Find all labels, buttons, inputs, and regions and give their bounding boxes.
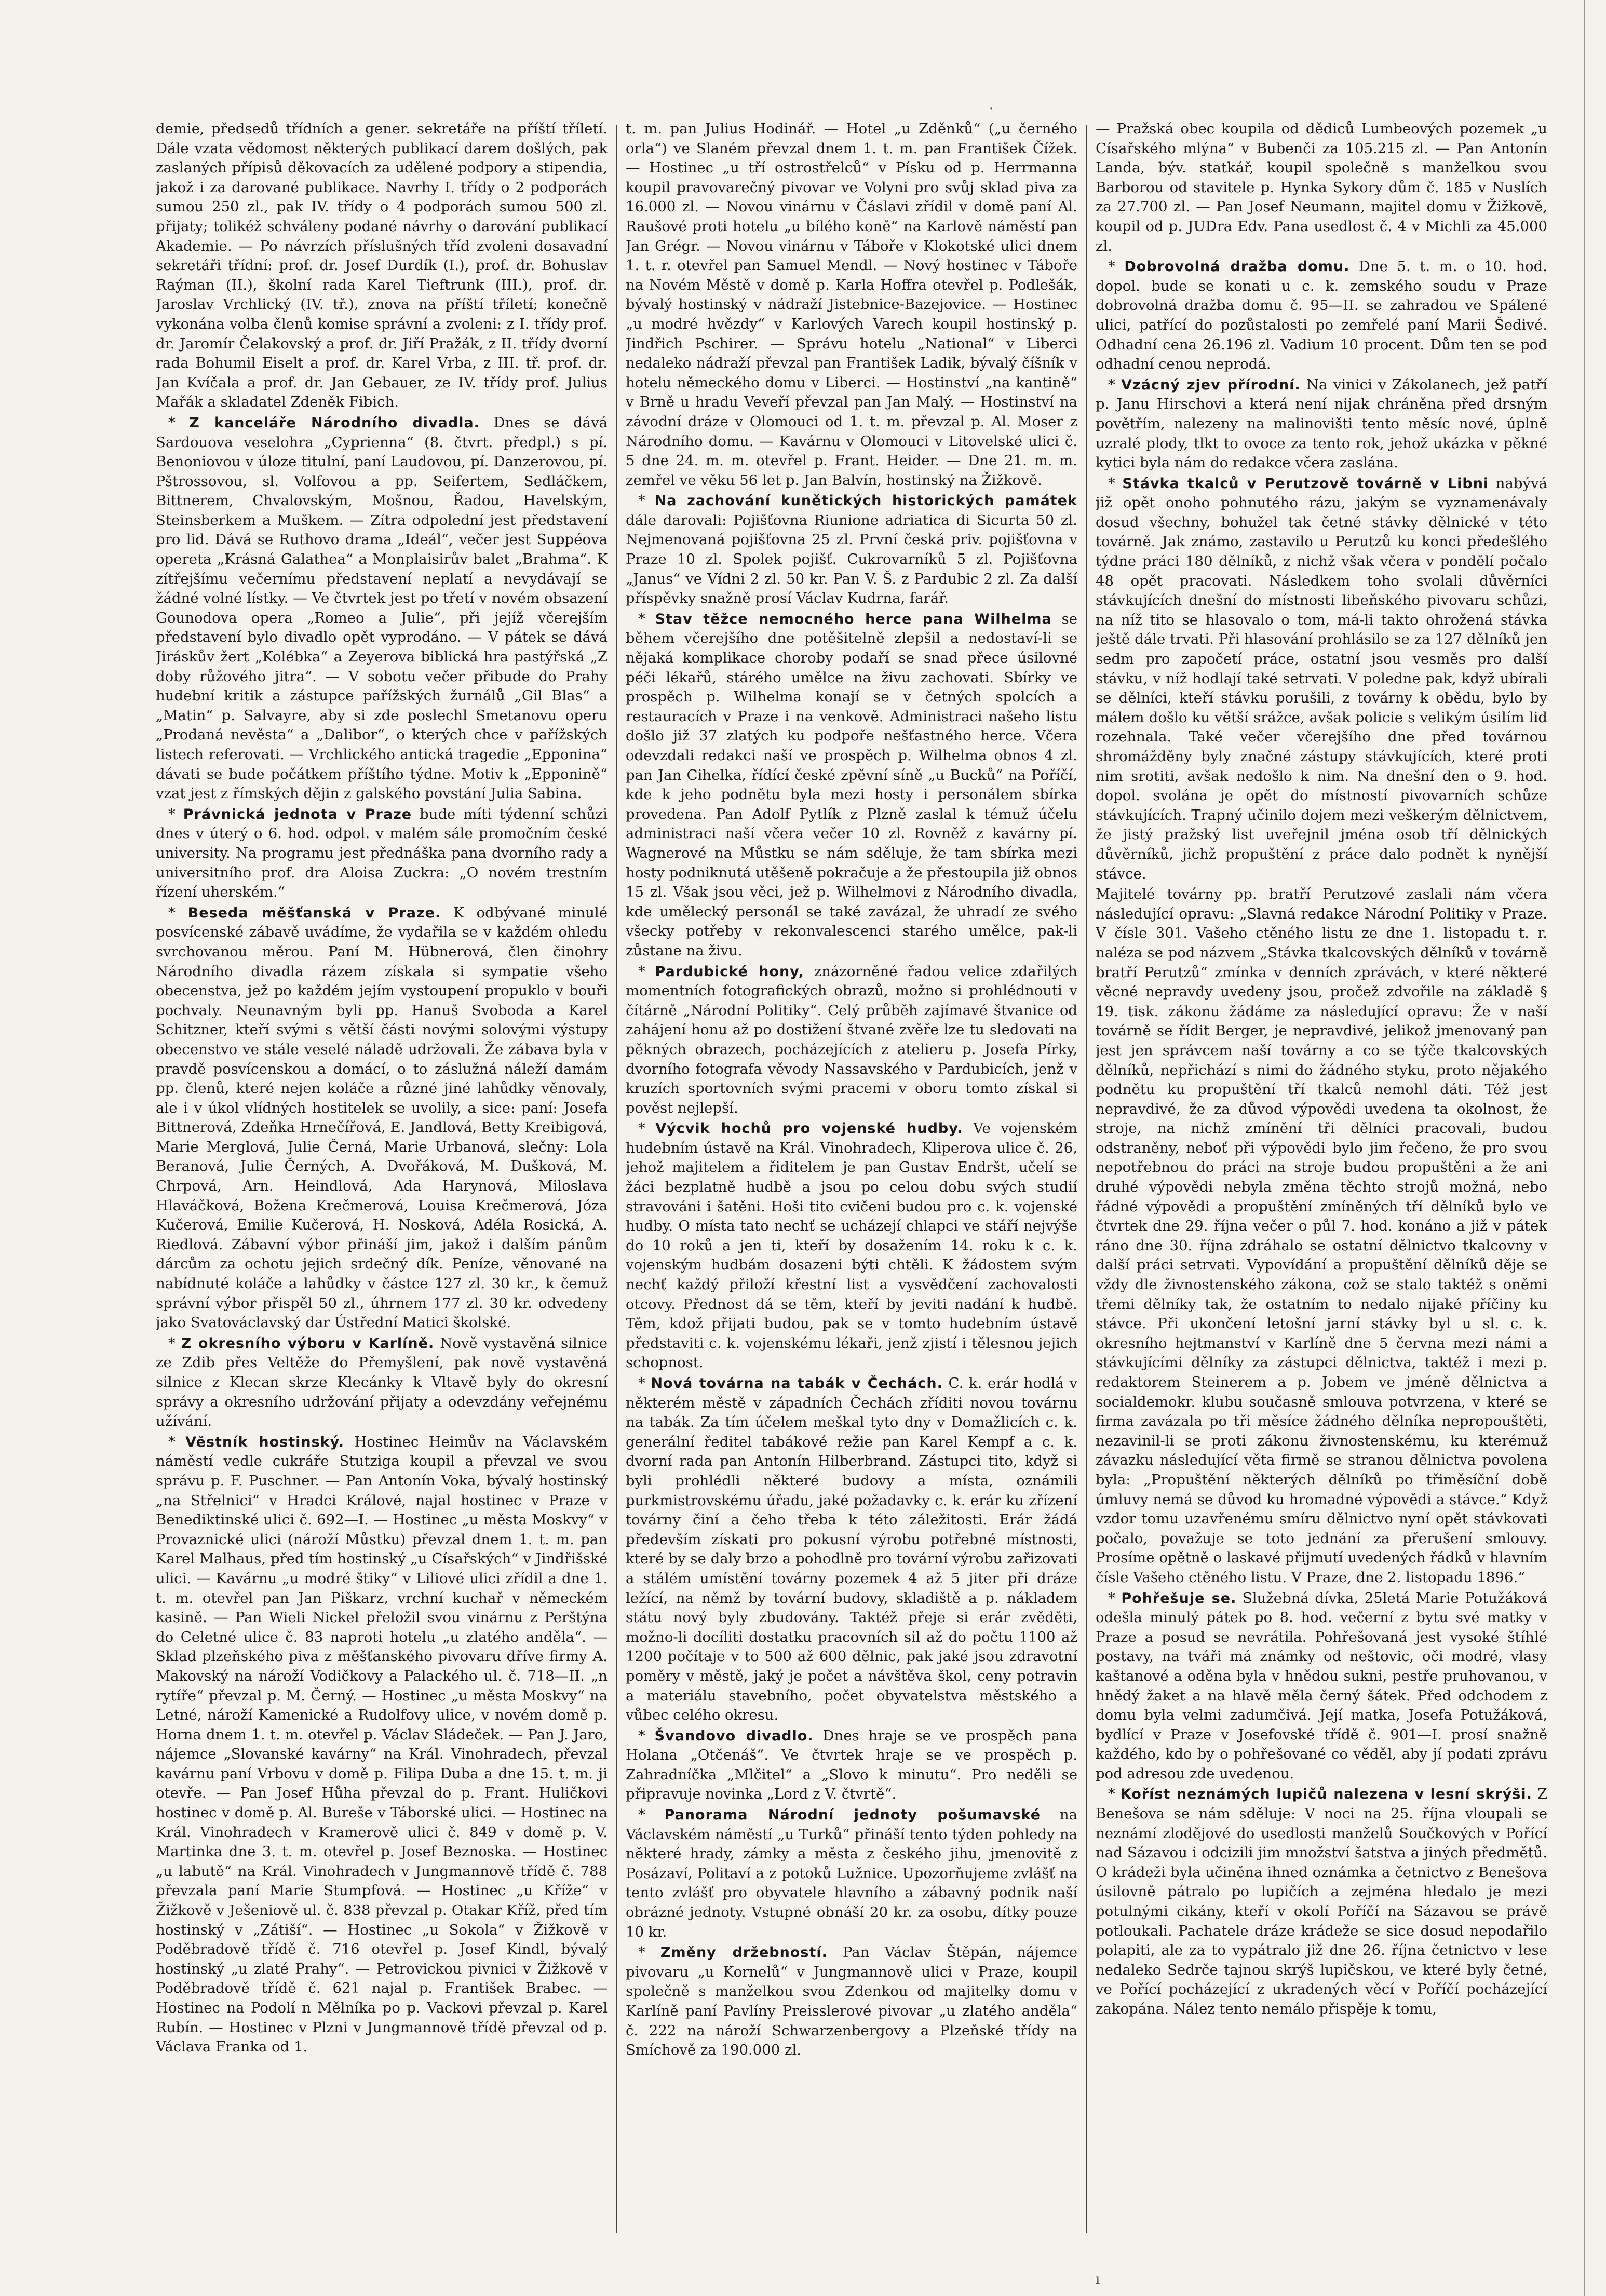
- article: * Vzácný zjev přírodní. Na vinici v Zákolanech, jež patří p. Janu Hirschovi a která není nijak chráněna před drsným povětřím, nalezeny na malinovišti tento měsíc nové, úplně uzralé plody, tlkt to ovoce za tento rok, jehož ukázka v pěkné kytici byla nám do redakce včera zaslána.: [1096, 376, 1547, 471]
- article-text: Dnes se dává Sardouova veselohra „Cyprienna“ (8. čtvrt. předpl.) s pí. Benoniovou v úloze titulní, paní Laudovou, pí. Danzerovou, pí. Pštrossovou, sl. Volfovou a pp. Seifertem, Sedláčkem, Bittnerem, Chvalovským, Mošnou, Řadou, Havelským, Steinsberkem a Muškem. — Zítra odpolední jest představení pro lid. Dává se Ruthovo drama „Ideál“, večer jest Suppéova opereta „Krásná Galathea“ a Monplaisirův balet „Brahma“. K zítřejšímu večernímu představení neplatí a nevydávají se žádné volné lístky. — Ve čtvrtek jest po třetí v novém obsazení Gounodova opera „Romeo a Julie“, při jejíž včerejším představení bylo divadlo opět vyprodáno. — V pátek se dává Jiráskův žert „Kolébka“ a Zeyerova biblická hra pastýřská „Z doby růžového jitra“. — V sobotu večer přibude do Prahy hudební kritik a zástupce pařížských žurnálů „Gil Blas“ a „Matin“ p. Salvayre, aby si zde poslechl Smetanovu operu „Prodaná nevěsta“ a „Dalibor“, o kterých chce v pařížských listech referovati. — Vrchlického antická tragedie „Epponina“ dávati se bude počátkem příštího týdne. Motiv k „Epponině“ vzat jest z římských dějin z galského povstání Julia Sabina.: [156, 414, 608, 802]
- article-text: Dne 5. t. m. o 10. hod. dopol. bude se konati u c. k. zemského soudu v Praze dobrovolná dražba domu č. 95—II. se zahradou ve Spálené ulici, patřící do pozůstalosti po zemřelé paní Marii Šedivé. Odhadní cena 26.196 zl. Vadium 10 procent. Dům ten se pod odhadní cenou neprodá.: [1096, 258, 1547, 373]
- article: * Na zachování kunětických historických památek dále darovali: Pojišťovna Riunione adriatica di Sicurta 50 zl. Nejmenovaná pojišťovna 25 zl. První česká priv. pojišťovna v Praze 10 zl. Spolek pojišť. Cukrovarníků 5 zl. Pojišťovna „Janus“ ve Vídni 2 zl. 50 kr. Pan V. Š. z Pardubic 2 zl. Za další příspěvky snažně prosí Václav Kudrna, farář.: [626, 492, 1077, 607]
- article-text: Majitelé továrny pp. bratří Perutzové zaslali nám včera následující opravu: „Slavná redakce Národní Politiky v Praze. V čísle 301. Vašeho ctěného listu ze dne 1. listopadu t. r. naléza se pod názvem „Stávka tkalcovských dělníků v továrně bratří Perutzů“ zmínka v denních zprávách, v které některé věcné nepravdy uvedeny jsou, pročež zdvořile na základě § 19. tisk. zákonu žádáme za následující opravu: Že v naší továrně se řídit Berger, je nepravdivé, jelikož jmenovaný pan jest jen správcem naší továrny a co se týče tkalcovských dělníků, nepřichází s nimi do žádného styku, proto nějakého podnětu ku propuštění tří tkalců nemohl dáti. Též jest nepravdivé, že za důvod výpovědi uvedena ta okolnost, že stroje, na nichž zmínění tři dělníci pracovali, budou odstraněny, neboť při výpovědi bylo jim řečeno, že pro svou nepotřebnou do práci na stroje budou propuštěni a že ani druhé výpovědi nebyla změna těchto strojů možná, nebo řádné výpovědi a propuštění zmíněných tří dělníků bylo ve čtvrtek dne 29. října večer o půl 7. hod. konáno a již v pátek ráno dne 30. října zdráhalo se ostatní dělnictvo tkalcovny v další práci setrvati. Vypovídání a propuštění dělníků děje se vždy dle živnostenského zákona, což se stalo taktéž s oněmi třemi dělníky tak, že ostatním to nedalo nijaké příčiny ku stávce. Při ukončení letošní jarní stávky byl u sl. c. k. okresního hejtmanství v Karlíně dne 5 června mezi námi a stávkujícími dělníky za zástupci dělnictva, taktéž i mezi p. redaktorem Steinerem a p. Jobem ve jméně dělnictva a socialdemokr. klubu současně smlouva potvrzena, v které se firma zavázala po tři měsíce žádného dělníka nepropouštěti, nezavinil-li se proti zákonu živnostenskému, ku kterémuž závazku následující věta firmě se stranou dělnictva povolena byla: „Propuštění některých dělníků po třiměsíční době úmluvy nemá se důvod ku hromadné výpovědi a stávce.“ Když vzdor tomu uzavřenému smíru dělnictvo nyní opět stávkovati počalo, považuje se toto jednání za přerušení smlouvy. Prosíme opětně o laskavé přijmutí uvedených řádků v hlavním čísle Vašeho ctěného listu. V Praze, dne 2. listopadu 1896.“: [1096, 886, 1547, 1586]
- article-text: demie, předsedů třídních a gener. sekretáře na příští tříletí. Dále vzata vědomost některých publikací darem došlých, pak zaslaných přípisů děkovacích za udělené podpory a stipendia, jakož i za darované publikace. Navrhy I. třídy o 2 podporách sumou 250 zl., pak IV. třídy o 4 podporách sumou 500 zl. přijaty; tolikéž schváleny podané návrhy o darování publikací Akademie. — Po návrzích příslušných tříd zvoleni dosavadní sekretáři třídní: prof. dr. Josef Durdík (I.), prof. dr. Bohuslav Raýman (II.), školní rada Karel Tieftrunk (III.), prof. dr. Jaroslav Vrchlický (IV. tř.), znova na příští tříletí; konečně vykonána volba členů komise správní a zvoleni: z I. třídy prof. dr. Jaromír Čelakovský a prof. dr. Jiří Pražák, z II. třídy dvorní rada Bohumil Eiselt a prof. dr. Karel Vrba, z III. tř. prof. dr. Jan Kvíčala a prof. dr. Jan Gebauer, ze IV. třídy prof. Julius Mařák a skladatel Zdeněk Fibich.: [156, 120, 608, 411]
- newspaper-page: [156, 119, 1558, 2238]
- article-text: nabývá již opět onoho pohnutého rázu, jakým se vyznamenávaly dosud všechny, bohužel tak četné stávky dělnické v této továrně. Jak známo, zastavilo u Perutzů ku konci předešlého týdne práci 180 dělníků, z nichž však včera v pondělí počalo 48 opět pracovati. Následkem toho svolali důvěrníci stávkujících dnešní do místnosti libeňského pivovaru schůzi, na níž tito se hlasovalo o tom, má-li takto ohrožená stávka ještě dále trvati. Při hlasování prohlásilo se za 127 dělníků jen sedm pro započetí práce, ostatní jsou vesměs pro další stávku, v níž hodlají také setrvati. V poledne pak, když ubírali se dělníci, kteří stávku porušili, z továrny k obědu, bylo by málem došlo ku větší srážce, avšak policie s velikým úsilím lid rozehnala. Také večer včerejšího dne před továrnou shromážděny byly značné zástupy stávkujících, které proti nim srotiti, avšak nedošlo k nim. Na dnešní den o 9. hod. dopol. svolána je opět do místností pivovarních schůze stávkujících. Trapný učinilo dojem mezi veškerým dělnictvem, že jistý pražský list uveřejnil jména osob tří dělnických důvěrníků, jichž propuštění z práce dalo podnět k nynější stávce.: [1096, 475, 1547, 882]
- article-text: Pan Václav Štěpán, nájemce pivovaru „u Kornelů“ v Jungmannově ulici v Praze, koupil společně s manželkou svou Zdenkou od majitelky domu v Karlíně paní Pavlíny Preisslerové pivovar „u zlatého anděla“ č. 222 na nároží Schwarzenbergovy a Plzeňské třídy na Smíchově za 190.000 zl.: [626, 1944, 1077, 2059]
- article: * Stav těžce nemocného herce pana Wilhelma se během včerejšího dne potěšitelně zlepšil a nedostaví-li se nějaká komplikace choroby podaří se snad přece úsilovné péči lékařů, stárého umělce na živu zachovati. Sbírky ve prospěch p. Wilhelma konají se v četných spolcích a restauracích v Praze i na venkově. Administraci našeho listu došlo již 37 zlatých ku podpoře nešťastného herce. Včera odevzdali redakci naší ve prospěch p. Wilhelma obnos 4 zl. pan Jan Cihelka, řídící české zpěvní síně „u Bucků“ na Poříčí, kde k jeho podnětu byla mezi hosty i personálem sbírka provedena. Pan Adolf Pytlík z Plzně zaslal k témuž účelu administraci naší včera večer 10 zl. Rovněž z kavárny pí. Wagnerové na Můstku se nám sděluje, že tam sbírka mezi hosty podniknutá utěšeně pokračuje a že přestoupila již obnos 15 zl. Však jsou věci, jež p. Wilhelmovi z Národního divadla, kde umělecký personál se také zavázal, že uhradí ze svého všecky potřeby v rekonvalescenci starého umělce, pak-li zůstane na živu.: [626, 610, 1077, 959]
- article-headline: Švandovo divadlo.: [654, 1727, 814, 1744]
- article-text: K odbývané minulé posvícenské zábavě uvádíme, že vydařila se v každém ohledu svrchovanou měrou. Paní M. Hübnerová, člen činohry Národního divadla rázem získala si sympatie všeho obecenstva, jež po každém jejím vystoupení propuklo v bouři pochvaly. Neunavným byli pp. Hanuš Svoboda a Karel Schitzner, kteří svými s větší části novými solovými výstupy obecenstvo ve stále veselé náladě udržovali. Že zábava byla v pravdě posvícenskou a domácí, o to záslužná náleží damám pp. členů, které nejen koláče a různé jiné lahůdky věnovaly, ale i v úkol vlídných hostitelek se uvolily, a sice: paní: Josefa Bittnerová, Zdeňka Hrnečířová, E. Jandlová, Betty Kreibigová, Marie Merglová, Julie Černá, Marie Urbanová, slečny: Lola Beranová, Julie Černých, A. Dvořáková, M. Dušková, M. Chrpová, Arn. Heindlová, Ada Harynová, Miloslava Hlaváčková, Božena Krečmerová, Louisa Krečmerová, Józa Kučerová, Emilie Kučerová, H. Nosková, Adéla Rosická, A. Riedlová. Zábavní výbor přináší jim, jakož i dalším pánům dárcům za ochotu jejich srdečný dík. Peníze, věnované na nabídnuté koláče a lahůdky v částce 127 zl. 30 kr., k čemuž správní výbor přispěl 50 zl., úhrnem 177 zl. 30 kr. odvedeny jako Svatováclavský dar Ústřední Matici školské.: [156, 904, 608, 1331]
- article: * Nová továrna na tabák v Čechách. C. k. erár hodlá v některém městě v západních Čechách zříditi novou továrnu na tabák. Za tím účelem meškal tyto dny v Domažlicích c. k. generální ředitel tabákové režie pan Karel Kempf a c. k. dvorní rada pan Antonín Hilberbrand. Zástupci tito, když si byli prohlédli některé budovy a místa, oznámili purkmistrovskému úřadu, jaké požadavky c. k. erár ku zřízení továrny činí a čeho třeba k této záležitosti. Erár žádá především získati pro pokusní výrobu potřebné místnosti, které by se daly brzo a pohodlně pro tovární výrobu zařizovati a stálém umístění továrny pozemek 4 až 5 jiter při dráze ležící, na němž by tovární budovy, skladiště a p. nákladem státu nový byly zbudovány. Taktéž přeje si erár zvěděti, možno-li docíliti dostatku pracovních sil až do počtu 1100 až 1200 počítaje v to 500 až 600 dělnic, pak jaké jsou zdravotní poměry v městě, jaký je počet a návštěva škol, ceny potravin a materiálu stavebního, počet obyvatelstva městského a vůbec celého okresu.: [626, 1375, 1077, 1724]
- article: * Panorama Národní jednoty pošumavské na Václavském náměstí „u Turků“ přináší tento týden pohledy na některé hrady, zámky a města z českého jihu, jmenovitě z Posázaví, Politaví a z potoků Lužnice. Upozorňujeme zvlášť na tento zvlášť pro obyvatele hlavního a zábavný podnik naší obrázné jednoty. Vstupné obnáší 20 kr. za osobu, dítky pouze 10 kr.: [626, 1806, 1077, 1940]
- article-text: Hostinec Heimův na Václavském náměstí vedle cukráře Stutziga koupil a převzal ve svou správu p. F. Puschner. — Pan Antonín Voka, bývalý hostinský „na Střelnici“ v Hradci Králové, najal hostinec v Praze v Benediktinské ulici č. 692—I. — Hostinec „u města Moskvy“ v Provaznické ulici (nároží Můstku) převzal dnem 1. t. m. pan Karel Malhaus, před tím hostinský „u Císařských“ v Jindřišské ulici. — Kavárnu „u modré štiky“ v Liliové ulici zřídil a dne 1. t. m. otevřel pan Jan Piškarz, vrchní kuchař v německém kasině. — Pan Wieli Nickel přeložil svou vinárnu z Perštýna do Celetné ulice č. 83 naproti hotelu „u zlatého anděla“. — Sklad plzeňského piva z měšťanského pivovaru dříve firmy A. Makovský na nároží Vodičkovy a Palackého ul. č. 718—II. „n rytíře“ převzal p. M. Černý. — Hostinec „u města Moskvy“ na Letné, nároží Kamenické a Rudolfovy ulice, v novém domě p. Horna dnem 1. t. m. otevřel p. Václav Sládeček. — Pan J. Jaro, nájemce „Slovanské kavárny“ na Král. Vinohradech, převzal kavárnu paní Vrbovu v domě p. Filipa Duba a dne 15. t. m. ji otevře. — Pan Josef Hůha převzal do p. Frant. Huličkovi hostinec v domě p. Al. Bureše v Táborské ulici. — Hostinec na Král. Vinohradech v Kramerově ulici č. 849 v domě p. V. Martinka dne 3. t. m. otevřel p. Josef Beznoska. — Hostinec „u labutě“ na Král. Vinohradech v Jungmannově třídě č. 788 převzala paní Marie Stumpfová. — Hostinec „u Kříže“ v Žižkově v Ješeniově ul. č. 838 převzal p. Otakar Kříž, před tím hostinský v „Zátiší“. — Hostinec „u Sokola“ v Žižkově v Poděbradově třídě č. 716 otevřel p. Josef Kindl, bývalý hostinský „u zlaté Prahy“. — Petrovickou pivnici v Žižkově v Poděbradově třídě č. 621 najal p. František Brabec. — Hostinec na Podolí n Mělníka po p. Vackovi převzal p. Karel Rubín. — Hostinec v Plzni v Jungmannově třídě převzal od p. Václava Franka od 1.: [156, 1433, 608, 2056]
- article-text: Nově vystavěná silnice ze Zdib přes Veltěže do Přemyšlení, pak nově vystavěná silnice z Klecan skrze Klecánky k Vltavě byly do okresní správy a okresního udržování přijaty a odevzdány veřejnému užívání.: [156, 1334, 608, 1430]
- article: * Pohřešuje se. Služebná dívka, 25letá Marie Potužáková odešla minulý pátek po 8. hod. večerní z bytu své matky v Praze a posud se nevrátila. Pohřešovaná jest vysoké štíhlé postavy, na tváři má známky od neštovic, oči modré, vlasy kaštanové a oděna byla v hnědou sukni, pestře pruhovanou, v hnědý žaket a na hlavě měla černý šátek. Před odchodem z domu byla velmi zadumčivá. Její matka, Josefa Potužáková, bydlící v Praze v Josefovské třídě č. 901—I. prosí snažně každého, kdo by o pohřešované co věděl, aby jí podati zprávu pod adresou zde uvedenou.: [1096, 1589, 1547, 1782]
- article-text: se během včerejšího dne potěšitelně zlepšil a nedostaví-li se nějaká komplikace choroby podaří se snad přece úsilovné péči lékařů, stárého umělce na živu zachovati. Sbírky ve prospěch p. Wilhelma konají se v četných spolcích a restauracích v Praze i na venkově. Administraci našeho listu došlo již 37 zlatých ku podpoře nešťastného herce. Včera odevzdali redakci naší ve prospěch p. Wilhelma obnos 4 zl. pan Jan Cihelka, řídící české zpěvní síně „u Bucků“ na Poříčí, kde k jeho podnětu byla mezi hosty i personálem sbírka provedena. Pan Adolf Pytlík z Plzně zaslal k témuž účelu administraci naší včera večer 10 zl. Rovněž z kavárny pí. Wagnerové na Můstku se nám sděluje, že tam sbírka mezi hosty podniknutá utěšeně pokračuje a že přestoupila již obnos 15 zl. Však jsou věci, jež p. Wilhelmovi z Národního divadla, kde umělecký personál se také zavázal, že uhradí ze svého všecky potřeby v rekonvalescenci starého umělce, pak-li zůstane na živu.: [626, 610, 1077, 959]
- article: * Právnická jednota v Praze bude míti týdenní schůzi dnes v úterý o 6. hod. odpol. v malém sále promočním české university. Na programu jest přednáška pana dvorního rady a universitního prof. dra Aloisa Zuckra: „O novém trestním řízení uherském.“: [156, 805, 608, 901]
- article-headline: Na zachování kunětických historických památek: [654, 493, 1077, 509]
- article-text: Na vinici v Zákolanech, jež patří p. Janu Hirschovi a která není nijak chráněna před drsným povětřím, nalezeny na malinovišti tento měsíc nové, úplně uzralé plody, tlkt to ovoce za tento rok, jehož ukázka v pěkné kytici byla nám do redakce včera zaslána.: [1096, 376, 1547, 471]
- article-text: na Václavském náměstí „u Turků“ přináší tento týden pohledy na některé hrady, zámky a města z českého jihu, jmenovitě z Posázaví, Politaví a z potoků Lužnice. Upozorňujeme zvlášť na tento zvlášť pro obyvatele hlavního a zábavný podnik naší obrázné jednoty. Vstupné obnáší 20 kr. za osobu, dítky pouze 10 kr.: [626, 1806, 1077, 1940]
- article-text: Z Benešova se nám sděluje: V noci na 25. října vloupali se neznámí zlodějové do usedlosti manželů Součkových v Pořící nad Sázavou i odcizili jim množství šatstva a jiných předmětů. O krádeži byla učiněna ihned oznámka a četnictvo z Benešova úsilovně pátralo po lupičích a zejména hledalo je mezi potulnými cikány, kteří v okolí Poříčí na Sázavou se právě potloukali. Pachatele dráze krádeže se sice dosud nepodařilo polapiti, ale za to vypátralo již dne 26. října četnictvo v lese nedaleko Sedrče tajnou skrýš lupičskou, ve které byly četné, ve Pořící pocházející z ukradených věcí v Poříčí pocházející zakopána. Nález tento nemálo přispěje k tomu,: [1096, 1786, 1547, 2017]
- column-rule: [1086, 125, 1087, 2233]
- article-headline: Z okresního výboru v Karlíně.: [181, 1335, 435, 1352]
- article-headline: Z kanceláře Národního divadla.: [189, 414, 480, 431]
- article-text: t. m. pan Julius Hodinář. — Hotel „u Zděnků“ („u černého orla“) ve Slaném převzal dnem 1. t. m. pan František Čížek. — Hostinec „u tří ostrostřelců“ v Písku od p. Herrmanna koupil pravovarečný pivovar ve Volyni pro svůj sklad piva za 16.000 zl. — Novou vinárnu v Čáslavi zřídil v domě paní Al. Raušové proti hotelu „u bílého koně“ na Karlově náměstí pan Jan Grégr. — Novou vinárnu v Táboře v Klokotské ulici dnem 1. t. r. otevřel pan Samuel Mendl. — Nový hostinec v Táboře na Novém Městě v domě p. Karla Hoffra otevřel p. Podlešák, bývalý hostinský v nádraží Jistebnice-Bazejovice. — Hostinec „u modré hvězdy“ v Karlových Varech koupil hostinský p. Jindřich Pschirer. — Správu hotelu „National“ v Liberci nedaleko nádraží převzal pan František Ladik, bývalý číšník v hotelu německého domu v Liberci. — Hostinství „na kantině“ v Brně u hradu Veveří převzal pan Jan Malý. — Hostinství na závodní dráze v Olomouci od 1. t. m. převzal p. Al. Moser z Národního domu. — Kavárnu v Olomouci v Litovelské ulici č. 5 dne 24. m. m. otevřel p. Frant. Heider. — Dne 21. m. m. zemřel ve věku 56 let p. Jan Balvín, hostinský na Žižkově.: [626, 120, 1077, 489]
- column-rule: [616, 125, 617, 2233]
- article-text: C. k. erár hodlá v některém městě v západních Čechách zříditi novou továrnu na tabák. Za tím účelem meškal tyto dny v Domažlicích c. k. generální ředitel tabákové režie pan Karel Kempf a c. k. dvorní rada pan Antonín Hilberbrand. Zástupci tito, když si byli prohlédli některé budovy a místa, oznámili purkmistrovskému úřadu, jaké požadavky c. k. erár ku zřízení továrny činí a čeho třeba k této záležitosti. Erár žádá především získati pro pokusní výrobu potřebné místnosti, které by se daly brzo a pohodlně pro tovární výrobu zařizovati a stálém umístění továrny pozemek 4 až 5 jiter při dráze ležící, na němž by tovární budovy, skladiště a p. nákladem státu nový byly zbudovány. Taktéž přeje si erár zvěděti, možno-li docíliti dostatku pracovních sil až do počtu 1100 až 1200 počítaje v to 500 až 600 dělnic, pak jaké jsou zdravotní poměry v městě, jaký je počet a návštěva škol, ceny potravin a materiálu stavebního, počet obyvatelstva městského a vůbec celého okresu.: [626, 1375, 1077, 1724]
- article: * Z kanceláře Národního divadla. Dnes se dává Sardouova veselohra „Cyprienna“ (8. čtvrt. předpl.) s pí. Benoniovou v úloze titulní, paní Laudovou, pí. Danzerovou, pí. Pštrossovou, sl. Volfovou a pp. Seifertem, Sedláčkem, Bittnerem, Chvalovským, Mošnou, Řadou, Havelským, Steinsberkem a Muškem. — Zítra odpolední jest představení pro lid. Dává se Ruthovo drama „Ideál“, večer jest Suppéova opereta „Krásná Galathea“ a Monplaisirův balet „Brahma“. K zítřejšímu večernímu představení neplatí a nevydávají se žádné volné lístky. — Ve čtvrtek jest po třetí v novém obsazení Gounodova opera „Romeo a Julie“, při jejíž včerejším představení bylo divadlo opět vyprodáno. — V pátek se dává Jiráskův žert „Kolébka“ a Zeyerova biblická hra pastýřská „Z doby růžového jitra“. — V sobotu večer přibude do Prahy hudební kritik a zástupce pařížských žurnálů „Gil Blas“ a „Matin“ p. Salvayre, aby si zde poslechl Smetanovu operu „Prodaná nevěsta“ a „Dalibor“, o kterých chce v pařížských listech referovati. — Vrchlického antická tragedie „Epponina“ dávati se bude počátkem příštího týdne. Motiv k „Epponině“ vzat jest z římských dějin z galského povstání Julia Sabina.: [156, 414, 608, 802]
- article-text: dále darovali: Pojišťovna Riunione adriatica di Sicurta 50 zl. Nejmenovaná pojišťovna 25 zl. První česká priv. pojišťovna v Praze 10 zl. Spolek pojišť. Cukrovarníků 5 zl. Pojišťovna „Janus“ ve Vídni 2 zl. 50 kr. Pan V. Š. z Pardubic 2 zl. Za další příspěvky snažně prosí Václav Kudrna, farář.: [626, 511, 1077, 607]
- article-headline: Stávka tkalců v Perutzově továrně v Libni: [1122, 475, 1489, 492]
- article-headline: Stav těžce nemocného herce pana Wilhelma: [655, 611, 1052, 627]
- article-text: Služebná dívka, 25letá Marie Potužáková odešla minulý pátek po 8. hod. večerní z bytu své matky v Praze a posud se nevrátila. Pohřešovaná jest vysoké štíhlé postavy, na tváři má známky od neštovic, oči modré, vlasy kaštanové a oděna byla v hnědou sukni, pestře pruhovanou, v hnědý žaket a na hlavě měla černý šátek. Před odchodem z domu byla velmi zadumčivá. Její matka, Josefa Potužáková, bydlící v Praze v Josefovské třídě č. 901—I. prosí snažně každého, kdo by o pohřešované co věděl, aby jí podati zprávu pod adresou zde uvedenou.: [1096, 1589, 1547, 1782]
- print-speck: ·: [989, 101, 994, 117]
- page-edge: [1584, 0, 1585, 2296]
- article-text: Ve vojenském hudebním ústavě na Král. Vinohradech, Kliperova ulice č. 26, jehož majitelem a řiditelem je pan Gustav Endršt, učelí se žáci bezplatně hudbě a jsou po celou dobu svých studií stravováni i šatěni. Hoši tito cvičeni budou pro c. k. vojenské hudby. O místa tato nechť se ucházejí chlapci ve stáří nejvýše do 10 roků a jen ti, kteří by dosažením 14. roku k c. k. vojenským hudbám dosazeni býti chtěli. K žádostem svým nechť každý přiloží křestní list a vysvědčení zachovalosti otcovy. Přednost dá se těm, kteří by jeviti nadání k hudbě. Těm, kdož přijati budou, pak se v tomto hudebním ústavě představiti c. k. vojenskému lékaři, jenž zjistí i tělesnou jejich schopnost.: [626, 1120, 1077, 1371]
- article: * Stávka tkalců v Perutzově továrně v Libni nabývá již opět onoho pohnutého rázu, jakým se vyznamenávaly dosud všechny, bohužel tak četné stávky dělnické v této továrně. Jak známo, zastavilo u Perutzů ku konci předešlého týdne práci 180 dělníků, z nichž však včera v pondělí počalo 48 opět pracovati. Následkem toho svolali důvěrníci stávkujících dnešní do místnosti libeňského pivovaru schůzi, na níž tito se hlasovalo o tom, má-li takto ohrožená stávka ještě dále trvati. Při hlasování prohlásilo se za 127 dělníků jen sedm pro započetí práce, ostatní jsou vesměs pro další stávku, v níž hodlají také setrvati. V poledne pak, když ubírali se dělníci, kteří stávku porušili, z továrny k obědu, bylo by málem došlo ku větší srážce, avšak policie s velikým úsilím lid rozehnala. Také večer včerejšího dne před továrnou shromážděny byly značné zástupy stávkujících, které proti nim srotiti, avšak nedošlo k nim. Na dnešní den o 9. hod. dopol. svolána je opět do místností pivovarních schůze stávkujících. Trapný učinilo dojem mezi veškerým dělnictvem, že jistý pražský list uveřejnil jména osob tří dělnických důvěrníků, jichž propuštění z práce dalo podnět k nynější stávce.: [1096, 475, 1547, 882]
- article-headline: Vzácný zjev přírodní.: [1121, 376, 1301, 393]
- article: * Pardubické hony, znázorněné řadou velice zdařilých momentních fotografických obrazů, možno si prohlédnouti v čítárně „Národní Politiky“. Celý průběh zajímavé štvanice od zahájení honu až po dostižení štvané zvěře lze tu sledovati na pěkných obrazech, pocházejících z atelieru p. Josefa Pírky, dvorního fotografa věvody Nassavského v Pardubicích, jenž v kruzích sportovních svými pracemi v oboru tomto získal si pověst nejlepší.: [626, 963, 1077, 1116]
- article: * Změny držebností. Pan Václav Štěpán, nájemce pivovaru „u Kornelů“ v Jungmannově ulici v Praze, koupil společně s manželkou svou Zdenkou od majitelky domu v Karlíně paní Pavlíny Preisslerové pivovar „u zlatého anděla“ č. 222 na nároží Schwarzenbergovy a Plzeňské třídy na Smíchově za 190.000 zl.: [626, 1944, 1077, 2059]
- article-headline: Panorama Národní jednoty pošumavské: [664, 1807, 1041, 1824]
- article-text: — Pražská obec koupila od dědiců Lumbeových pozemek „u Císařského mlýna“ v Bubenči za 105.215 zl. — Pan Antonín Landa, býv. statkář, koupil společně s manželkou svou Barborou od stavitele p. Hynka Sykory dům č. 185 v Nuslích za 27.700 zl. — Pan Josef Neumann, majitel domu v Žižkově, koupil od p. JUDra Edv. Pana usedlost č. 4 v Michli za 45.000 zl.: [1096, 120, 1547, 254]
- article-text: Dnes hraje se ve prospěch pana Holana „Otčenáš“. Ve čtvrtek hraje se ve prospěch p. Zahradníčka „Mlčitel“ a „Slovo k minutu“. Pro neděli se připravuje novinka „Lord z V. čtvrtě“.: [626, 1727, 1077, 1803]
- article-headline: Výcvik hochů pro vojenské hudby.: [655, 1120, 963, 1137]
- article-headline: Beseda měšťanská v Praze.: [187, 904, 441, 921]
- article: [1096, 119, 1547, 256]
- article: * Beseda měšťanská v Praze. K odbývané minulé posvícenské zábavě uvádíme, že vydařila se v každém ohledu svrchovanou měrou. Paní M. Hübnerová, člen činohry Národního divadla rázem získala si sympatie všeho obecenstva, jež po každém jejím vystoupení propuklo v bouři pochvaly. Neunavným byli pp. Hanuš Svoboda a Karel Schitzner, kteří svými s větší části novými solovými výstupy obecenstvo ve stále veselé náladě udržovali. Že zábava byla v pravdě posvícenskou a domácí, o to záslužná náleží damám pp. členů, které nejen koláče a různé jiné lahůdky věnovaly, ale i v úkol vlídných hostitelek se uvolily, a sice: paní: Josefa Bittnerová, Zdeňka Hrnečířová, E. Jandlová, Betty Kreibigová, Marie Merglová, Julie Černá, Marie Urbanová, slečny: Lola Beranová, Julie Černých, A. Dvořáková, M. Dušková, M. Chrpová, Arn. Heindlová, Ada Harynová, Miloslava Hlaváčková, Božena Krečmerová, Louisa Krečmerová, Józa Kučerová, Emilie Kučerová, H. Nosková, Adéla Rosická, A. Riedlová. Zábavní výbor přináší jim, jakož i dalším pánům dárcům za ochotu jejich srdečný dík. Peníze, věnované na nabídnuté koláče a lahůdky v částce 127 zl. 30 kr., k čemuž správní výbor přispěl 50 zl., úhrnem 177 zl. 30 kr. odvedeny jako Svatováclavský dar Ústřední Matici školské.: [156, 904, 608, 1331]
- article-headline: Koříst neznámých lupičů nalezena v lesní skrýši.: [1120, 1786, 1532, 1803]
- article-headline: Věstník hostinský.: [185, 1434, 345, 1450]
- column-3: [1096, 119, 1547, 2238]
- article-headline: Změny držebností.: [660, 1944, 828, 1961]
- article: * Švandovo divadlo. Dnes hraje se ve prospěch pana Holana „Otčenáš“. Ve čtvrtek hraje se ve prospěch p. Zahradníčka „Mlčitel“ a „Slovo k minutu“. Pro neděli se připravuje novinka „Lord z V. čtvrtě“.: [626, 1727, 1077, 1803]
- article: * Věstník hostinský. Hostinec Heimův na Václavském náměstí vedle cukráře Stutziga koupil a převzal ve svou správu p. F. Puschner. — Pan Antonín Voka, bývalý hostinský „na Střelnici“ v Hradci Králové, najal hostinec v Praze v Benediktinské ulici č. 692—I. — Hostinec „u města Moskvy“ v Provaznické ulici (nároží Můstku) převzal dnem 1. t. m. pan Karel Malhaus, před tím hostinský „u Císařských“ v Jindřišské ulici. — Kavárnu „u modré štiky“ v Liliové ulici zřídil a dne 1. t. m. otevřel pan Jan Piškarz, vrchní kuchař v německém kasině. — Pan Wieli Nickel přeložil svou vinárnu z Perštýna do Celetné ulice č. 83 naproti hotelu „u zlatého anděla“. — Sklad plzeňského piva z měšťanského pivovaru dříve firmy A. Makovský na nároží Vodičkovy a Palackého ul. č. 718—II. „n rytíře“ převzal p. M. Černý. — Hostinec „u města Moskvy“ na Letné, nároží Kamenické a Rudolfovy ulice, v novém domě p. Horna dnem 1. t. m. otevřel p. Václav Sládeček. — Pan J. Jaro, nájemce „Slovanské kavárny“ na Král. Vinohradech, převzal kavárnu paní Vrbovu v domě p. Filipa Duba a dne 15. t. m. ji otevře. — Pan Josef Hůha převzal do p. Frant. Huličkovi hostinec v domě p. Al. Bureše v Táborské ulici. — Hostinec na Král. Vinohradech v Kramerově ulici č. 849 v domě p. V. Martinka dne 3. t. m. otevřel p. Josef Beznoska. — Hostinec „u labutě“ na Král. Vinohradech v Jungmannově třídě č. 788 převzala paní Marie Stumpfová. — Hostinec „u Kříže“ v Žižkově v Ješeniově ul. č. 838 převzal p. Otakar Kříž, před tím hostinský v „Zátiší“. — Hostinec „u Sokola“ v Žižkově v Poděbradově třídě č. 716 otevřel p. Josef Kindl, bývalý hostinský „u zlaté Prahy“. — Petrovickou pivnici v Žižkově v Poděbradově třídě č. 621 najal p. František Brabec. — Hostinec na Podolí n Mělníka po p. Vackovi převzal p. Karel Rubín. — Hostinec v Plzni v Jungmannově třídě převzal od p. Václava Franka od 1.: [156, 1433, 608, 2056]
- article: * Koříst neznámých lupičů nalezena v lesní skrýši. Z Benešova se nám sděluje: V noci na 25. října vloupali se neznámí zlodějové do usedlosti manželů Součkových v Pořící nad Sázavou i odcizili jim množství šatstva a jiných předmětů. O krádeži byla učiněna ihned oznámka a četnictvo z Benešova úsilovně pátralo po lupičích a zejména hledalo je mezi potulnými cikány, kteří v okolí Poříčí na Sázavou se právě potloukali. Pachatele dráze krádeže se sice dosud nepodařilo polapiti, ale za to vypátralo již dne 26. října četnictvo v lese nedaleko Sedrče tajnou skrýš lupičskou, ve které byly četné, ve Pořící pocházející z ukradených věcí v Poříčí pocházející zakopána. Nález tento nemálo přispěje k tomu,: [1096, 1786, 1547, 2017]
- article-headline: Nová továrna na tabák v Čechách.: [651, 1375, 943, 1392]
- print-speck: ı: [1096, 2272, 1100, 2287]
- article: [156, 119, 608, 412]
- article-text: znázorněné řadou velice zdařilých momentních fotografických obrazů, možno si prohlédnouti v čítárně „Národní Politiky“. Celý průběh zajímavé štvanice od zahájení honu až po dostižení štvané zvěře lze tu sledovati na pěkných obrazech, pocházejících z atelieru p. Josefa Pírky, dvorního fotografa věvody Nassavského v Pardubicích, jenž v kruzích sportovních svými pracemi v oboru tomto získal si pověst nejlepší.: [626, 963, 1077, 1116]
- article: * Z okresního výboru v Karlíně. Nově vystavěná silnice ze Zdib přes Veltěže do Přemyšlení, pak nově vystavěná silnice z Klecan skrze Klecánky k Vltavě byly do okresní správy a okresního udržování přijaty a odevzdány veřejnému užívání.: [156, 1334, 608, 1430]
- article-headline: Dobrovolná dražba domu.: [1124, 259, 1350, 275]
- article: * Výcvik hochů pro vojenské hudby. Ve vojenském hudebním ústavě na Král. Vinohradech, Kliperova ulice č. 26, jehož majitelem a řiditelem je pan Gustav Endršt, učelí se žáci bezplatně hudbě a jsou po celou dobu svých studií stravováni i šatěni. Hoši tito cvičeni budou pro c. k. vojenské hudby. O místa tato nechť se ucházejí chlapci ve stáří nejvýše do 10 roků a jen ti, kteří by dosažením 14. roku k c. k. vojenským hudbám dosazeni býti chtěli. K žádostem svým nechť každý přiloží křestní list a vysvědčení zachovalosti otcovy. Přednost dá se těm, kteří by jeviti nadání k hudbě. Těm, kdož přijati budou, pak se v tomto hudebním ústavě představiti c. k. vojenskému lékaři, jenž zjistí i tělesnou jejich schopnost.: [626, 1120, 1077, 1371]
- article-text: bude míti týdenní schůzi dnes v úterý o 6. hod. odpol. v malém sále promočním české university. Na programu jest přednáška pana dvorního rady a universitního prof. dra Aloisa Zuckra: „O novém trestním řízení uherském.“: [156, 805, 608, 901]
- column-2: [626, 119, 1077, 2238]
- article-headline: Pohřešuje se.: [1121, 1590, 1237, 1606]
- article: [626, 119, 1077, 490]
- article: * Dobrovolná dražba domu. Dne 5. t. m. o 10. hod. dopol. bude se konati u c. k. zemského soudu v Praze dobrovolná dražba domu č. 95—II. se zahradou ve Spálené ulici, patřící do pozůstalosti po zemřelé paní Marii Šedivé. Odhadní cena 26.196 zl. Vadium 10 procent. Dům ten se pod odhadní cenou neprodá.: [1096, 258, 1547, 373]
- article-headline: Pardubické hony,: [655, 963, 804, 980]
- article: [1096, 885, 1547, 1587]
- column-1: [156, 119, 608, 2238]
- article-headline: Právnická jednota v Praze: [183, 806, 412, 822]
